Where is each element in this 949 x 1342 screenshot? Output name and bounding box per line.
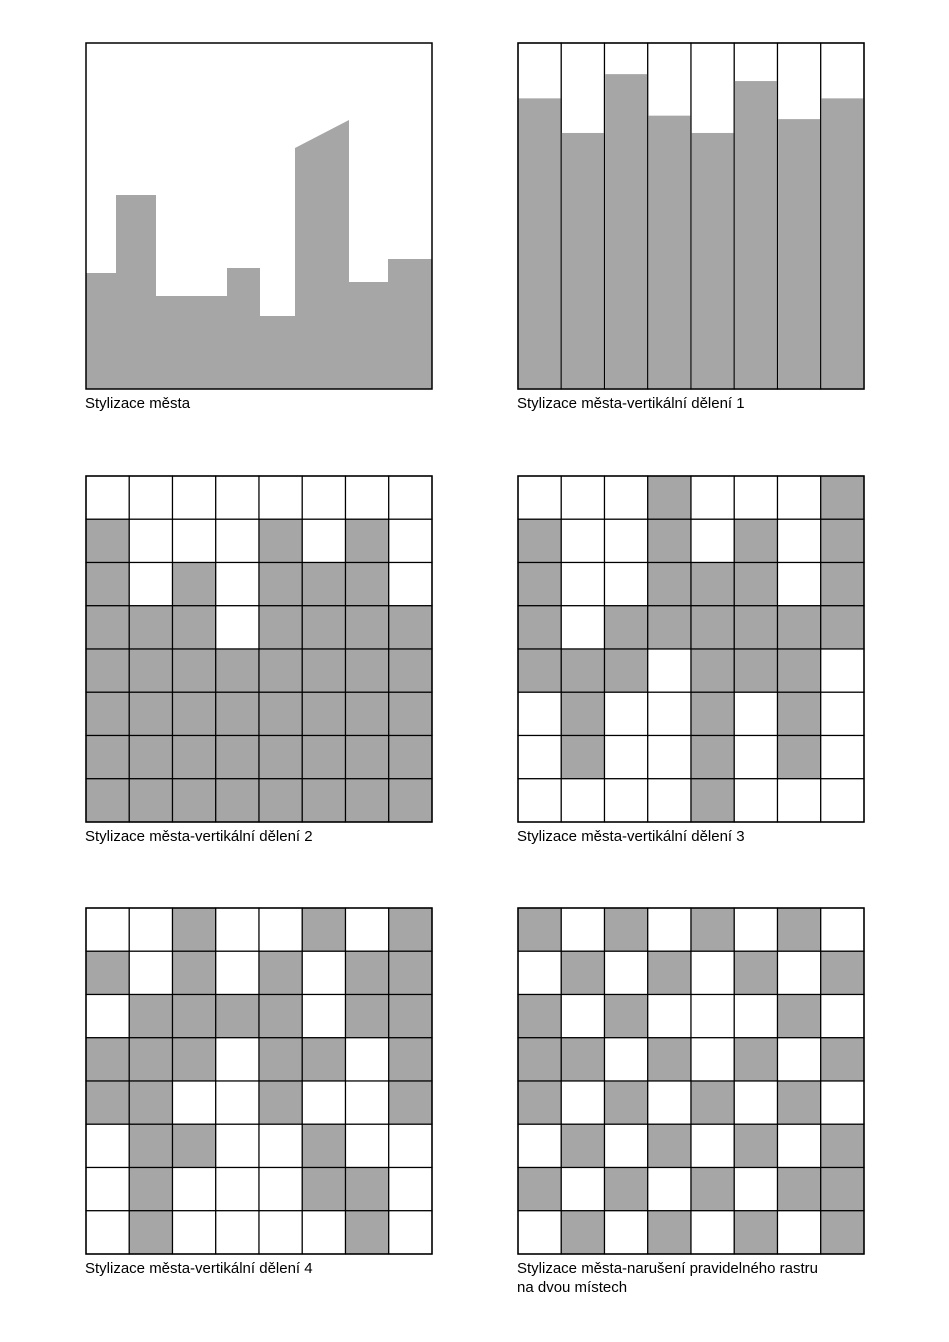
grid-cell-filled <box>389 606 432 649</box>
grid-cell-filled <box>129 736 172 779</box>
grid-cell-filled <box>691 908 734 951</box>
grid-cell-empty <box>691 1124 734 1167</box>
grid-cell-filled <box>518 606 561 649</box>
grid-cell-empty <box>691 995 734 1038</box>
grid-cell-empty <box>821 779 864 822</box>
grid-cell-filled <box>259 563 302 606</box>
grid-cell-filled <box>691 649 734 692</box>
grid-cell-filled <box>821 1124 864 1167</box>
grid-cell-empty <box>734 995 777 1038</box>
grid-cell-filled <box>518 519 561 562</box>
grid-cell-empty <box>346 1081 389 1124</box>
grid-cell-empty <box>821 736 864 779</box>
grid-cell-filled <box>129 1081 172 1124</box>
grid-cell-filled <box>691 563 734 606</box>
grid-cell-filled <box>86 1081 129 1124</box>
grid-cell-filled <box>734 951 777 994</box>
grid-cell-empty <box>302 476 345 519</box>
grid-cell-filled <box>216 779 259 822</box>
grid-cell-filled <box>648 476 691 519</box>
grid-cell-empty <box>778 519 821 562</box>
grid-cell-filled <box>173 951 216 994</box>
grid-cell-filled <box>821 563 864 606</box>
grid-cell-empty <box>259 1124 302 1167</box>
grid-cell-filled <box>173 779 216 822</box>
grid-cell-filled <box>518 563 561 606</box>
grid-cell-filled <box>129 1211 172 1254</box>
grid-cell-filled <box>302 1168 345 1211</box>
grid-cell-empty <box>691 1211 734 1254</box>
grid-cell-filled <box>821 1168 864 1211</box>
grid-cell-empty <box>259 1211 302 1254</box>
grid-cell-empty <box>648 692 691 735</box>
grid-figure <box>85 475 435 825</box>
grid-cell-filled <box>302 779 345 822</box>
grid-cell-empty <box>778 1038 821 1081</box>
grid-figure <box>517 475 867 825</box>
grid-cell-filled <box>389 1038 432 1081</box>
city-silhouette-figure <box>85 42 435 392</box>
grid-cell-filled <box>734 1124 777 1167</box>
grid-cell-filled <box>518 995 561 1038</box>
grid-cell-empty <box>605 736 648 779</box>
grid-cell-filled <box>216 692 259 735</box>
grid-cell-filled <box>648 563 691 606</box>
grid-cell-filled <box>389 951 432 994</box>
grid-cell-filled <box>173 995 216 1038</box>
grid-cell-filled <box>86 519 129 562</box>
grid-cell-filled <box>389 995 432 1038</box>
grid-cell-filled <box>605 995 648 1038</box>
grid-cell-empty <box>518 476 561 519</box>
grid-cell-empty <box>734 736 777 779</box>
grid-cell-empty <box>691 476 734 519</box>
grid-cell-filled <box>778 692 821 735</box>
grid-cell-filled <box>302 1124 345 1167</box>
grid-cell-filled <box>561 692 604 735</box>
grid-cell-empty <box>216 1211 259 1254</box>
grid-cell-filled <box>346 779 389 822</box>
grid-cell-empty <box>216 1038 259 1081</box>
grid-cell-filled <box>518 649 561 692</box>
grid-cell-empty <box>691 951 734 994</box>
grid-cell-empty <box>821 649 864 692</box>
grid-cell-empty <box>605 1124 648 1167</box>
grid-cell-empty <box>691 519 734 562</box>
grid-cell-filled <box>778 649 821 692</box>
grid-cell-filled <box>302 649 345 692</box>
grid-cell-empty <box>691 1038 734 1081</box>
grid-cell-empty <box>605 951 648 994</box>
grid-cell-empty <box>518 692 561 735</box>
grid-cell-filled <box>648 951 691 994</box>
grid-cell-filled <box>691 779 734 822</box>
grid-cell-filled <box>821 519 864 562</box>
grid-cell-empty <box>561 779 604 822</box>
grid-cell-empty <box>129 908 172 951</box>
grid-cell-filled <box>173 649 216 692</box>
grid-cell-filled <box>216 995 259 1038</box>
grid-cell-empty <box>518 779 561 822</box>
grid-cell-empty <box>86 1124 129 1167</box>
grid-cell-empty <box>648 736 691 779</box>
column-fill <box>735 81 777 388</box>
caption: Stylizace města <box>85 395 191 412</box>
grid-cell-filled <box>518 1038 561 1081</box>
grid-cell-empty <box>648 1081 691 1124</box>
grid-cell-empty <box>86 476 129 519</box>
grid-cell-empty <box>518 951 561 994</box>
column-fill <box>821 98 863 388</box>
grid-cell-filled <box>346 951 389 994</box>
grid-cell-empty <box>734 779 777 822</box>
grid-cell-filled <box>518 1081 561 1124</box>
grid-cell-empty <box>302 1081 345 1124</box>
grid-cell-filled <box>86 563 129 606</box>
grid-cell-filled <box>259 1038 302 1081</box>
grid-cell-empty <box>86 1168 129 1211</box>
grid-cell-filled <box>734 563 777 606</box>
grid-cell-filled <box>389 692 432 735</box>
grid-cell-filled <box>561 1038 604 1081</box>
grid-cell-empty <box>605 519 648 562</box>
grid-cell-filled <box>734 1211 777 1254</box>
grid-cell-empty <box>605 563 648 606</box>
grid-cell-empty <box>216 908 259 951</box>
grid-cell-filled <box>691 606 734 649</box>
grid-cell-filled <box>259 692 302 735</box>
caption: Stylizace města-vertikální dělení 4 <box>85 1260 313 1277</box>
grid-cell-empty <box>734 908 777 951</box>
grid-cell-empty <box>216 563 259 606</box>
grid-cell-filled <box>734 519 777 562</box>
grid-cell-filled <box>561 736 604 779</box>
grid-cell-filled <box>173 606 216 649</box>
grid-cell-filled <box>561 1124 604 1167</box>
grid-cell-empty <box>605 1211 648 1254</box>
grid-cell-filled <box>302 1038 345 1081</box>
grid-cell-empty <box>302 951 345 994</box>
grid-cell-filled <box>734 649 777 692</box>
grid-cell-filled <box>302 736 345 779</box>
grid-cell-filled <box>778 1081 821 1124</box>
grid-cell-filled <box>302 606 345 649</box>
grid-cell-filled <box>129 995 172 1038</box>
grid-cell-filled <box>389 649 432 692</box>
grid-cell-empty <box>86 1211 129 1254</box>
grid-cell-filled <box>346 606 389 649</box>
caption-line-1: Stylizace města-narušení pravidelného rastru <box>517 1260 818 1277</box>
grid-cell-filled <box>605 1168 648 1211</box>
grid-cell-filled <box>129 692 172 735</box>
grid-cell-filled <box>389 1081 432 1124</box>
grid-figure <box>517 907 867 1257</box>
grid-cell-empty <box>302 995 345 1038</box>
grid-cell-empty <box>86 908 129 951</box>
grid-cell-filled <box>259 519 302 562</box>
grid-cell-empty <box>216 1168 259 1211</box>
grid-cell-empty <box>346 1038 389 1081</box>
grid-cell-empty <box>778 563 821 606</box>
grid-cell-filled <box>259 736 302 779</box>
grid-cell-filled <box>561 1211 604 1254</box>
grid-cell-filled <box>605 606 648 649</box>
grid-cell-empty <box>561 908 604 951</box>
grid-cell-filled <box>346 519 389 562</box>
grid-cell-empty <box>734 476 777 519</box>
grid-cell-filled <box>216 736 259 779</box>
grid-cell-filled <box>346 995 389 1038</box>
grid-cell-filled <box>86 692 129 735</box>
caption: Stylizace města-vertikální dělení 1 <box>517 395 745 412</box>
grid-cell-filled <box>821 476 864 519</box>
column-fill <box>778 119 820 388</box>
grid-cell-filled <box>346 1168 389 1211</box>
grid-cell-empty <box>173 519 216 562</box>
grid-cell-empty <box>346 1124 389 1167</box>
grid-cell-filled <box>86 1038 129 1081</box>
grid-cell-empty <box>561 1081 604 1124</box>
grid-cell-filled <box>173 736 216 779</box>
grid-cell-filled <box>346 692 389 735</box>
grid-cell-empty <box>302 519 345 562</box>
grid-cell-empty <box>216 1081 259 1124</box>
grid-cell-empty <box>648 779 691 822</box>
grid-cell-empty <box>518 1211 561 1254</box>
grid-cell-empty <box>821 692 864 735</box>
grid-cell-filled <box>173 908 216 951</box>
grid-cell-filled <box>648 519 691 562</box>
grid-cell-empty <box>346 908 389 951</box>
grid-cell-filled <box>129 1168 172 1211</box>
grid-cell-empty <box>778 1124 821 1167</box>
grid-cell-empty <box>821 995 864 1038</box>
grid-cell-empty <box>173 1168 216 1211</box>
grid-cell-empty <box>259 476 302 519</box>
grid-cell-filled <box>129 649 172 692</box>
grid-cell-filled <box>86 736 129 779</box>
grid-cell-filled <box>173 1038 216 1081</box>
grid-cell-filled <box>561 951 604 994</box>
grid-cell-filled <box>691 692 734 735</box>
grid-cell-filled <box>86 606 129 649</box>
grid-cell-empty <box>216 476 259 519</box>
column-fill <box>692 133 734 388</box>
grid-cell-filled <box>173 1124 216 1167</box>
caption-line-2: na dvou místech <box>517 1279 628 1296</box>
grid-cell-filled <box>778 908 821 951</box>
grid-cell-empty <box>129 563 172 606</box>
grid-figure <box>85 907 435 1257</box>
grid-cell-empty <box>173 1211 216 1254</box>
grid-cell-filled <box>518 908 561 951</box>
grid-cell-empty <box>346 476 389 519</box>
grid-cell-filled <box>173 563 216 606</box>
grid-cell-empty <box>778 476 821 519</box>
grid-cell-filled <box>129 606 172 649</box>
grid-cell-empty <box>605 1038 648 1081</box>
grid-cell-filled <box>389 779 432 822</box>
grid-cell-filled <box>605 908 648 951</box>
grid-cell-filled <box>129 1038 172 1081</box>
grid-cell-filled <box>259 951 302 994</box>
grid-cell-empty <box>821 1081 864 1124</box>
grid-cell-filled <box>129 779 172 822</box>
grid-cell-empty <box>389 476 432 519</box>
grid-cell-filled <box>605 649 648 692</box>
grid-cell-empty <box>648 908 691 951</box>
grid-cell-filled <box>778 606 821 649</box>
grid-cell-filled <box>86 649 129 692</box>
grid-cell-empty <box>778 779 821 822</box>
grid-cell-empty <box>173 476 216 519</box>
grid-cell-filled <box>346 563 389 606</box>
grid-cell-filled <box>346 1211 389 1254</box>
grid-cell-filled <box>648 1124 691 1167</box>
grid-cell-empty <box>518 1124 561 1167</box>
caption: Stylizace města-vertikální dělení 2 <box>85 828 313 845</box>
grid-cell-filled <box>129 1124 172 1167</box>
grid-cell-empty <box>605 476 648 519</box>
grid-cell-empty <box>561 519 604 562</box>
column-fill <box>648 116 690 389</box>
grid-cell-empty <box>389 1124 432 1167</box>
grid-cell-empty <box>129 519 172 562</box>
grid-cell-filled <box>389 736 432 779</box>
caption: Stylizace města-vertikální dělení 3 <box>517 828 745 845</box>
grid-cell-empty <box>259 908 302 951</box>
grid-cell-empty <box>778 1211 821 1254</box>
grid-cell-filled <box>302 908 345 951</box>
grid-cell-filled <box>346 649 389 692</box>
grid-cell-filled <box>648 1038 691 1081</box>
grid-cell-filled <box>561 649 604 692</box>
grid-cell-empty <box>129 476 172 519</box>
column-fill <box>562 133 604 388</box>
grid-cell-filled <box>691 736 734 779</box>
grid-cell-empty <box>648 649 691 692</box>
grid-cell-filled <box>86 951 129 994</box>
grid-cell-empty <box>821 908 864 951</box>
grid-cell-filled <box>691 1168 734 1211</box>
column-fill <box>519 98 561 388</box>
grid-cell-empty <box>561 606 604 649</box>
grid-cell-empty <box>648 995 691 1038</box>
grid-cell-filled <box>691 1081 734 1124</box>
grid-cell-filled <box>86 779 129 822</box>
grid-cell-filled <box>302 563 345 606</box>
grid-cell-filled <box>389 908 432 951</box>
grid-cell-empty <box>216 519 259 562</box>
grid-cell-empty <box>561 1168 604 1211</box>
grid-cell-filled <box>778 736 821 779</box>
grid-cell-filled <box>518 1168 561 1211</box>
grid-cell-filled <box>734 1038 777 1081</box>
grid-cell-filled <box>259 606 302 649</box>
grid-cell-empty <box>561 995 604 1038</box>
grid-cell-filled <box>259 1081 302 1124</box>
grid-cell-empty <box>129 951 172 994</box>
grid-cell-filled <box>821 1038 864 1081</box>
grid-cell-filled <box>302 692 345 735</box>
grid-cell-empty <box>302 1211 345 1254</box>
grid-cell-filled <box>778 1168 821 1211</box>
grid-cell-empty <box>734 1081 777 1124</box>
caption <box>517 1259 877 1297</box>
grid-cell-empty <box>216 1124 259 1167</box>
grid-cell-empty <box>216 606 259 649</box>
grid-cell-empty <box>389 1211 432 1254</box>
grid-cell-filled <box>605 1081 648 1124</box>
grid-cell-empty <box>216 951 259 994</box>
grid-cell-filled <box>648 1211 691 1254</box>
grid-cell-empty <box>561 563 604 606</box>
grid-cell-filled <box>648 606 691 649</box>
grid-cell-empty <box>561 476 604 519</box>
grid-cell-empty <box>86 995 129 1038</box>
grid-cell-filled <box>821 606 864 649</box>
grid-cell-filled <box>216 649 259 692</box>
grid-cell-empty <box>605 779 648 822</box>
vertical-columns-figure <box>517 42 867 392</box>
grid-cell-empty <box>648 1168 691 1211</box>
grid-cell-empty <box>389 1168 432 1211</box>
grid-cell-empty <box>173 1081 216 1124</box>
grid-cell-filled <box>259 995 302 1038</box>
grid-cell-filled <box>346 736 389 779</box>
grid-cell-filled <box>821 951 864 994</box>
grid-cell-filled <box>821 1211 864 1254</box>
grid-cell-empty <box>605 692 648 735</box>
grid-cell-empty <box>518 736 561 779</box>
grid-cell-empty <box>778 951 821 994</box>
grid-cell-filled <box>173 692 216 735</box>
grid-cell-empty <box>734 1168 777 1211</box>
grid-cell-empty <box>389 563 432 606</box>
grid-cell-empty <box>259 1168 302 1211</box>
grid-cell-filled <box>259 779 302 822</box>
column-fill <box>605 74 647 388</box>
grid-cell-filled <box>734 606 777 649</box>
grid-cell-empty <box>389 519 432 562</box>
grid-cell-empty <box>734 692 777 735</box>
grid-cell-filled <box>259 649 302 692</box>
grid-cell-filled <box>778 995 821 1038</box>
